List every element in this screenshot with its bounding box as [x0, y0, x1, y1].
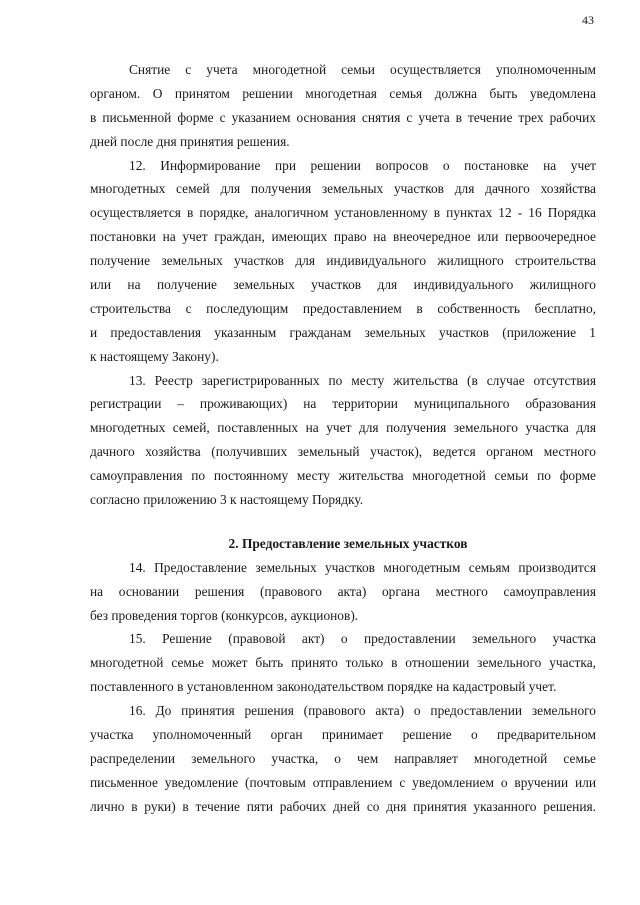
- paragraph-14: [90, 556, 596, 628]
- paragraph-13: [90, 369, 596, 512]
- text-line: 14. Предоставление земельных участков многодетным семьям производится: [129, 559, 596, 575]
- text-line: Снятие с учета многодетной семьи осуществляется уполномоченным: [129, 62, 596, 77]
- text-line: 13. Реестр зарегистрированных по месту жительства (в случае отсутствия: [129, 372, 596, 388]
- text-line: на основании решения (правового акта) органа местного самоуправления: [90, 583, 596, 599]
- text-line: дней после дня принятия решения.: [90, 133, 290, 149]
- text-line: многодетных семей, поставленных на учет для получения земельного участка для: [90, 420, 596, 436]
- text-line: или на получение земельных участков для индивидуального жилищного: [90, 277, 596, 293]
- text-line: без проведения торгов (конкурсов, аукционов).: [90, 607, 359, 623]
- text-line: поставленного в установленном законодательством порядке на кадастровый учет.: [90, 679, 557, 695]
- paragraph-15: [90, 627, 596, 699]
- section-heading: 2. Предоставление земельных участков: [228, 535, 468, 551]
- text-line: согласно приложению 3 к настоящему Порядку.: [90, 492, 364, 508]
- paragraph-12: [90, 154, 596, 369]
- text-line: регистрации – проживающих) на территории муниципального образования: [90, 396, 596, 412]
- text-line: самоуправления по постоянному месту жительства многодетной семьи по форме: [90, 468, 596, 484]
- text-line: многодетной семье может быть принято только в отношении земельного участка,: [90, 655, 596, 671]
- paragraph-removal: [90, 58, 596, 154]
- text-line: 15. Решение (правовой акт) о предоставлении земельного участка: [129, 631, 596, 647]
- text-line: 16. До принятия решения (правового акта) о предоставлении земельного: [129, 703, 596, 719]
- text-line: в письменной форме с указанием основания снятия с учета в течение трех рабочих: [90, 109, 596, 125]
- text-line: органом. О принятом решении многодетная семья должна быть уведомлена: [90, 85, 596, 101]
- text-line: строительства с последующим предоставлением в собственность бесплатно,: [90, 300, 596, 316]
- paragraph-16: [90, 699, 596, 818]
- text-line: постановки на учет граждан, имеющих право на внеочередное или первоочередное: [90, 229, 596, 245]
- text-line: участка уполномоченный орган принимает решение о предварительном: [90, 727, 596, 743]
- document-body: [90, 58, 596, 819]
- text-line: многодетных семей для получения земельных участков для дачного хозяйства: [90, 181, 596, 197]
- text-line: письменное уведомление (почтовым отправлением с уведомлением о вручении или: [90, 774, 596, 790]
- text-line: к настоящему Закону).: [90, 348, 219, 364]
- text-line: лично в руки) в течение пяти рабочих дней со дня принятия указанного решения.: [90, 798, 596, 814]
- page-number: 43: [582, 13, 594, 27]
- text-line: распределении земельного участка, о чем направляет многодетной семье: [90, 750, 596, 766]
- text-line: 12. Информирование при решении вопросов о постановке на учет: [129, 157, 596, 173]
- text-line: осуществляется в порядке, аналогичном установленному в пунктах 12 - 16 Порядка: [90, 205, 596, 221]
- text-line: и предоставления указанным гражданам земельных участков (приложение 1: [90, 324, 596, 340]
- text-line: дачного хозяйства (получивших земельный участок), ведется органом местного: [90, 444, 596, 460]
- text-line: получение земельных участков для индивидуального жилищного строительства: [90, 253, 596, 269]
